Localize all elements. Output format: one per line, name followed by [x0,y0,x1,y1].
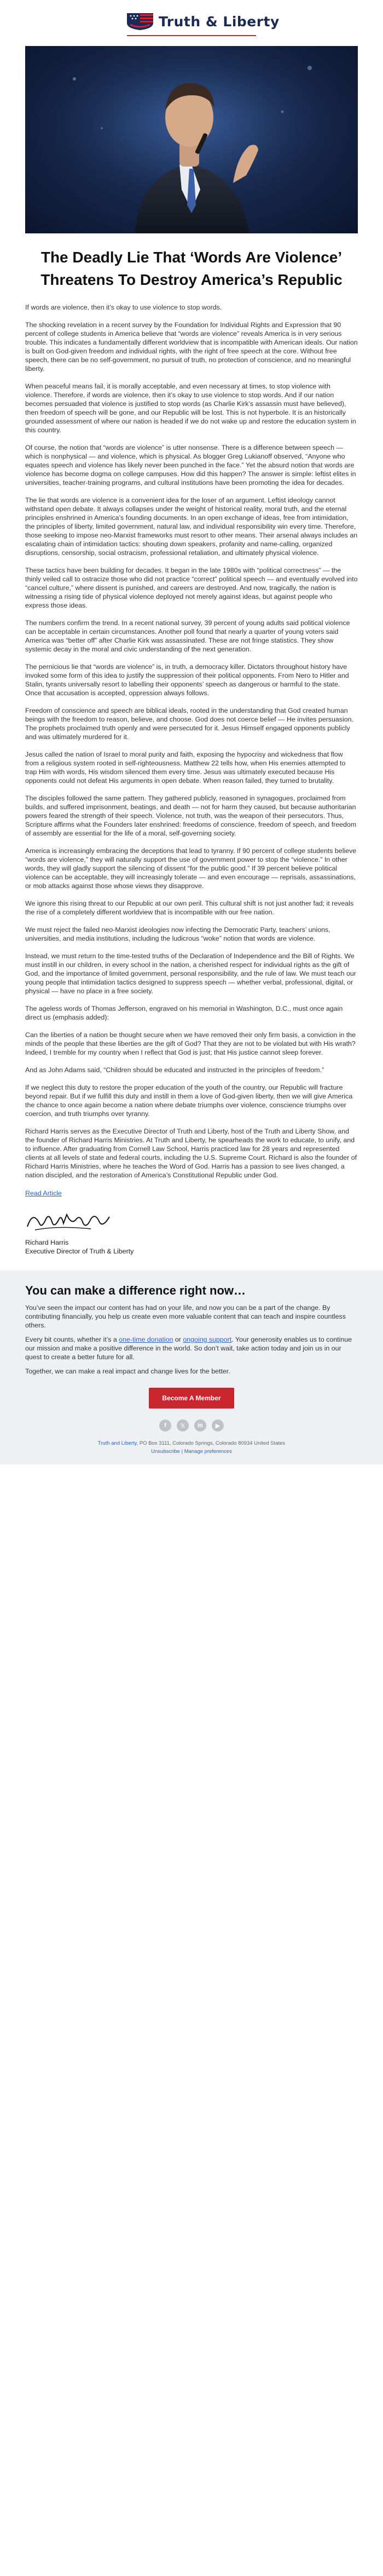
article-paragraph: America is increasingly embracing the deceptions that lead to tyranny. If 90 percent of college students believe “words are violence,” they will naturally support the use of government power to stop the “violence.” In other words, they will gladly support the silencing of dissent “for the public good.” If 39 percent believe political violence can be acceptable, they will increasingly tolerate — and even encourage — reprisals, assassinations, or mob attacks against those whose views they disapprove. [25,847,357,890]
linkedin-icon[interactable]: in [194,1419,206,1432]
article-paragraph: We ignore this rising threat to our Republic at our own peril. This cultural shift is not just another fad; it reveals the rise of a completely different worldview that is incompatible with our free nation. [25,900,354,916]
handwritten-signature-icon [25,1207,358,1235]
article-paragraph: Jesus called the nation of Israel to moral purity and faith, exposing the hypocrisy and wickedness that flow from a religious system rooted in self-righteousness. Matthew 22 tells how, when His enemies attempted to trap Him with words, His wisdom silenced them every time. Jesus was ultimately executed because His opponents could not defeat His arguments in open debate. When reason failed, they turned to brutality. [25,751,346,785]
youtube-icon[interactable]: ▶ [212,1419,224,1432]
article-paragraph: Of course, the notion that “words are violence” is utter nonsense. There is a difference between speech — which is nonphysical — and violence, which is physical. As blogger Greg Lukianoff observed, “Anyone who equates speech and violence has likely never been punched in the face.” Yet the absurd notion that words are violence has become dogma on college campuses. How did this happen? The answer is simple: leftist elites in universities, teacher-training programs, and cultural institutions have been promoting the idea for decades. [25,444,356,486]
article-paragraph: If we neglect this duty to restore the proper education of the youth of the country, our Republic will fracture beyond repair. But if we fulfill this duty and instill in them a love of God-given liberty, then we will give America the chance to once again become a nation where debate triumphs over violence, conscience triumphs over coercion, and truth triumphs over tyranny. [25,1084,353,1118]
footer-address-text: , PO Box 3111, Colorado Springs, Colorado 80934 United States [136,1440,286,1446]
flag-shield-icon [126,12,154,31]
cta-title: You can make a difference right now… [25,1284,246,1297]
author-name: Richard Harris [25,1239,69,1246]
article-paragraph: Instead, we must return to the time-tested truths of the Declaration of Independence and the Bill of Rights. We must instill in our children, in every school in the nation, a cherished respect for individual rights as the gift of God, and the importance of limited government, personal responsibility, and the rule of law. We must teach our young people that intimidation tactics designed to suppress speech — whether verbal, professional, digital, or physical — have no place in a free society. [25,952,356,995]
article-paragraph: The disciples followed the same pattern. They gathered publicly, reasoned in synagogues, proclaimed from builds, and suffered imprisonment, beatings, and death — not for harm they caused, but because authoritarian powers feared the strength of their speech. Violence, not truth, was the weapon of their persecutors. Thus, Scripture affirms what the Founders later enshrined: freedoms of conscience, freedom of speech, and freedom of assembly are essential for the life of a moral, self-governing society. [25,794,357,837]
footer-links [25,1449,358,1455]
article-paragraph: The numbers confirm the trend. In a recent national survey, 39 percent of young adults said political violence can be acceptable in certain circumstances. Another poll found that nearly a quarter of young voters said America was “better off” after Charlie Kirk was assassinated. These are not fringe statistics. They show systemic decay in the moral and civic understanding of the next generation. [25,619,350,653]
cta-paragraph [25,1335,358,1361]
manage-preferences-link[interactable]: Manage preferences [184,1449,232,1455]
footer-address [25,1440,358,1446]
article-paragraphs [25,303,358,1180]
donation-cta-section [0,1270,383,1464]
become-member-button[interactable]: Become A Member [149,1388,234,1409]
cta-text: Every bit counts, whether it’s a [25,1336,119,1343]
article-title: The Deadly Lie That ‘Words Are Violence’ Threatens To Destroy America’s Republic [40,249,343,288]
article-paragraph: When peaceful means fail, it is morally acceptable, and even necessary at times, to stop violence with violence. Therefore, if words are violence, then it’s okay to use violence to stop words. And if our nation becomes persuaded that violence is justified to stop words (as Charlie Kirk’s assassin must have believed), then freedom of speech will be gone, and our Republic will be lost. This is not hyperbole. It is an historically grounded assessment of where our nation is headed if we do not wake up and restore the education system in this country. [25,382,356,434]
brand-logo[interactable] [126,12,280,31]
cta-paragraph: You’ve seen the impact our content has had on your life, and now you can be a part of the change. By contributing financially, you help us create even more valuable content that can teach and inspire countless others. [25,1304,346,1329]
ongoing-support-link[interactable]: ongoing support [183,1336,232,1343]
x-icon[interactable]: 𝕏 [177,1419,189,1432]
author-title: Executive Director of Truth & Liberty [25,1247,134,1255]
unsubscribe-link[interactable]: Unsubscribe [151,1449,180,1455]
one-time-donation-link[interactable]: one-time donation [119,1336,173,1343]
speaker-photo-icon [25,46,358,233]
hero-image[interactable] [25,46,358,233]
read-article-link[interactable]: Read Article [25,1189,62,1197]
article-paragraph: These tactics have been building for decades. It began in the late 1980s with “political correctness” — the thinly veiled call to ostracize those who did not practice “correct” political speech — and eventually evolved into “cancel culture,” where dissent is punished, and careers are destroyed. And now, tragically, the nation is witnessing a rising tide of physical violence deployed not merely against ideas, but against people who express those ideas. [25,566,358,609]
footer-org-link[interactable]: Truth and Liberty [97,1440,137,1446]
article-paragraph: The ageless words of Thomas Jefferson, engraved on his memorial in Washington, D.C., must once again direct us (emphasis added): [25,1005,343,1021]
article-paragraph: And as John Adams said, “Children should be educated and instructed in the principles of freedom.” [25,1066,324,1074]
article-paragraph: Richard Harris serves as the Executive Director of Truth and Liberty, host of the Truth and Liberty Show, and the founder of Richard Harris Ministries. At Truth and Liberty, he spearheads the work to educate, to unify, and to influence. After graduating from Cornell Law School, Harris practiced law for 28 years and represented clients at all levels of state and federal courts, including the U.S. Supreme Court. Richard is also the founder of Richard Harris Ministries, where he teaches the Word of God. Harris has a passion to see lives changed, a nation discipled, and the restoration of America’s Constitutional Republic under God. [25,1127,357,1179]
article-paragraph: The pernicious lie that “words are violence” is, in truth, a democracy killer. Dictators throughout history have invoked some form of this idea to justify the suppression of their political opponents. From Nero to Hitler and Stalin, tyrants universally resort to labelling their opponents’ speech as dangerous or harmful to the state. Once that accusation is accepted, oppression always follows. [25,663,349,697]
facebook-icon[interactable]: f [159,1419,171,1432]
article-paragraph: The shocking revelation in a recent survey by the Foundation for Individual Rights and Expression that 90 percent of college students in America believe that “words are violence” reveals America is in very serious trouble. This indicates a fundamentally different worldview that is incompatible with American ideals. Our nation is built on God-given freedom and individual rights, with the right of free speech at the core. Without free speech, there can be no self-government, no pursuit of truth, no protection of conscience, and no meaningful liberty. [25,321,358,373]
cta-paragraph: Together, we can make a real impact and change lives for the better. [25,1367,230,1375]
article-body [25,246,358,1255]
cta-text: or [173,1336,183,1343]
article-paragraph: We must reject the failed neo-Marxist ideologies now infecting the Democratic Party, teachers’ unions, universities, and media institutions, including the ludicrous “woke” notion that words are violence. [25,926,330,942]
article-paragraph: If words are violence, then it’s okay to use violence to stop words. [25,304,222,311]
email-header [0,0,383,46]
cta-text: . Your generosity enables us to continue our mission and make a positive difference in the world. So don’t wait, take action today and join us in our quest to create a better future for all. [25,1336,352,1361]
article-paragraph: Can the liberties of a nation be thought secure when we have removed their only firm basis, a conviction in the minds of the people that these liberties are the gift of God? That they are not to be violated but with His wrath? Indeed, I tremble for my country when I reflect that God is just; that His justice cannot sleep forever. [25,1031,356,1056]
social-links [25,1419,358,1432]
brand-name: Truth & Liberty [159,13,280,30]
article-paragraph: Freedom of conscience and speech are biblical ideals, rooted in the understanding that God created human beings with the freedom to reason, believe, and choose. God does not coerce belief — He invites persuasion. The prophets proclaimed truth openly and were persecuted for it. Jesus Himself engaged opponents publicly and was ultimately murdered for it. [25,707,353,741]
header-divider [127,35,256,36]
footer-separator: | [179,1449,184,1455]
article-paragraph: The lie that words are violence is a convenient idea for the loser of an argument. Leftist ideology cannot withstand open debate. It always collapses under the weight of historical reality, moral truth, and the eternal principles enshrined in America’s founding documents. In an open exchange of ideas, free from intimidation, the principles of liberty, limited government, natural law, and individual responsibility win every time. Therefore, those seeking to impose neo-Marxist frameworks must resort to other means. Their arsenal always includes an escalating chain of intimidation tactics: shouting down speakers, profanity and name-calling, organized disruptions, censorship, social ostracism, professional retaliation, and ultimately physical violence. [25,496,358,557]
